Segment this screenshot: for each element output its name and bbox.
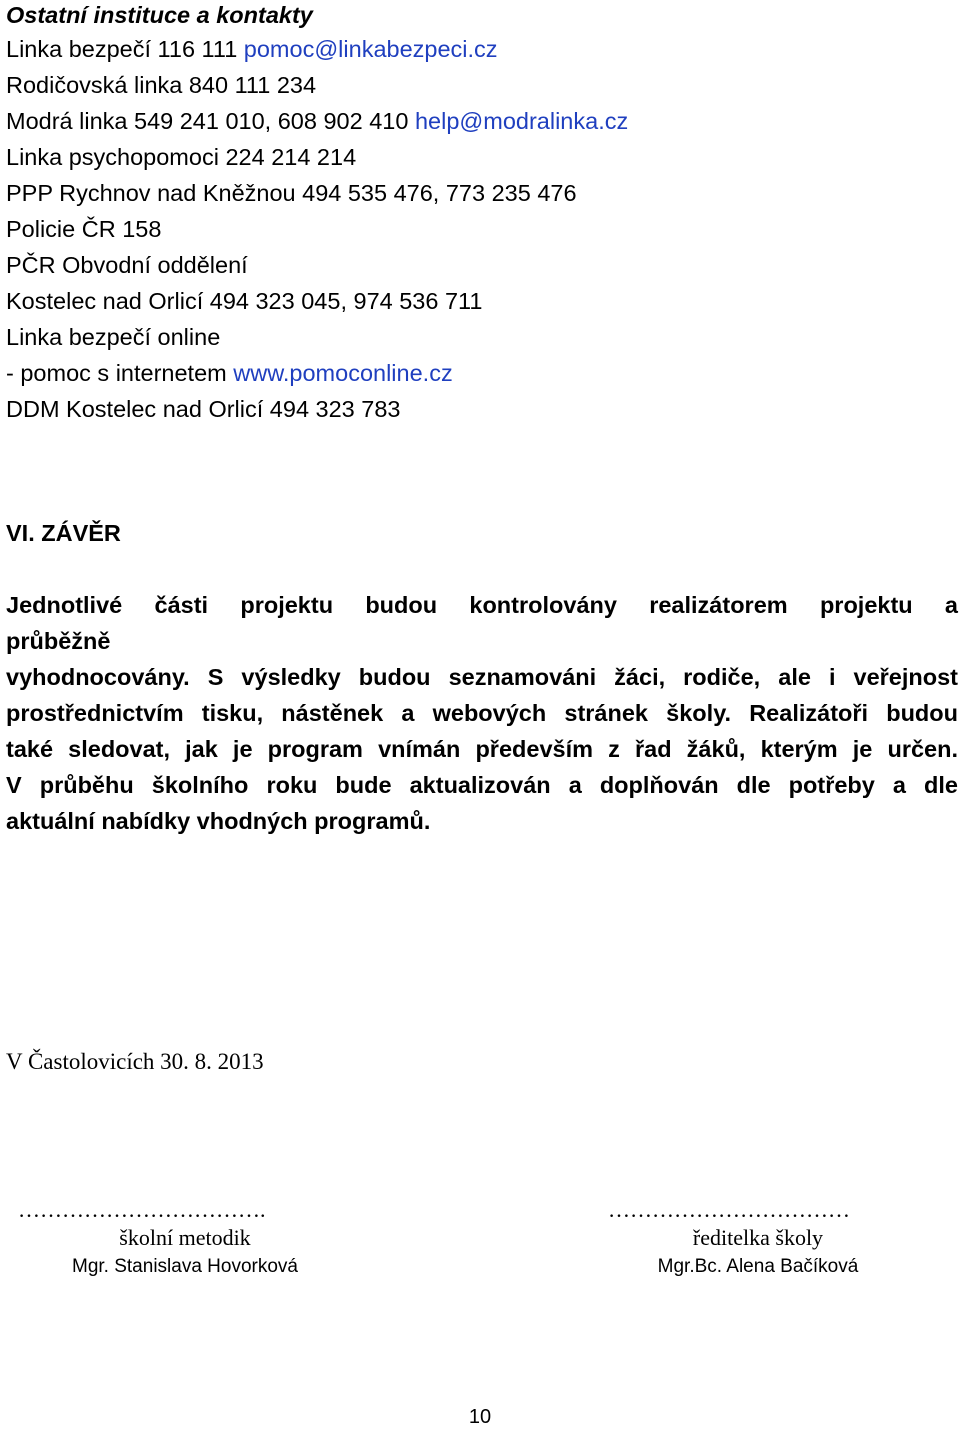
- place-date: V Častolovicích 30. 8. 2013: [6, 1049, 264, 1074]
- web-link[interactable]: www.pomoconline.cz: [233, 360, 453, 386]
- contact-line: [6, 178, 577, 208]
- contact-line: [6, 214, 161, 244]
- contact-text: Kostelec nad Orlicí 494 323 045, 974 536 711: [6, 288, 483, 314]
- email-link[interactable]: help@modralinka.cz: [414, 108, 629, 134]
- contacts-heading: Ostatní instituce a kontakty: [6, 2, 313, 28]
- email-link[interactable]: pomoc@linkabezpeci.cz: [243, 36, 498, 62]
- signature-role: školní metodik: [119, 1225, 251, 1250]
- contact-text: Linka bezpečí online: [6, 324, 221, 350]
- contact-line: [6, 358, 453, 388]
- signature-name: Mgr. Stanislava Hovorková: [72, 1256, 298, 1277]
- contact-line: [6, 34, 498, 64]
- contact-text: Policie ČR 158: [6, 216, 162, 242]
- signature-dots: …………………………….: [18, 1197, 266, 1222]
- signature-dots: ……………………………: [608, 1197, 850, 1222]
- contact-text: PPP Rychnov nad Kněžnou 494 535 476, 773 235 476: [6, 180, 577, 206]
- contact-line: [6, 142, 356, 172]
- contact-text: PČR Obvodní oddělení: [6, 252, 248, 278]
- paragraph-line: vyhodnocovány. S výsledky budou seznamováni žáci, rodiče, ale i veřejnost: [6, 664, 958, 690]
- paragraph-line: Jednotlivé části projektu budou kontrolovány realizátorem projektu a: [6, 592, 958, 618]
- contact-line: [6, 250, 248, 280]
- contact-text: Linka bezpečí 116 111: [6, 36, 244, 62]
- signature-right: [598, 1198, 918, 1280]
- paragraph-line: aktuální nabídky vhodných programů.: [6, 808, 431, 834]
- signature-name: Mgr.Bc. Alena Bačíková: [657, 1256, 859, 1277]
- contact-line: [6, 322, 220, 352]
- paragraph-line: průběžně: [6, 628, 111, 654]
- contact-text: Linka psychopomoci 224 214 214: [6, 144, 357, 170]
- contact-text: Modrá linka 549 241 010, 608 902 410: [6, 108, 415, 134]
- section-heading: VI. ZÁVĚR: [6, 520, 121, 546]
- paragraph-line: také sledovat, jak je program vnímán především z řad žáků, kterým je určen.: [6, 736, 958, 762]
- page-number: 10: [468, 1406, 492, 1428]
- contact-line: [6, 70, 316, 100]
- conclusion-paragraph: [6, 590, 958, 842]
- paragraph-line: V průběhu školního roku bude aktualizován a doplňován dle potřeby a dle: [6, 772, 958, 798]
- contact-line: [6, 394, 401, 424]
- contact-text: - pomoc s internetem: [6, 360, 234, 386]
- contact-line: [6, 286, 482, 316]
- contact-line: [6, 106, 628, 136]
- paragraph-line: prostřednictvím tisku, nástěnek a webových stránek školy. Realizátoři budou: [6, 700, 958, 726]
- signature-left: [10, 1198, 360, 1280]
- contact-text: Rodičovská linka 840 111 234: [6, 72, 317, 98]
- signature-role: ředitelka školy: [692, 1225, 824, 1250]
- contact-text: DDM Kostelec nad Orlicí 494 323 783: [6, 396, 401, 422]
